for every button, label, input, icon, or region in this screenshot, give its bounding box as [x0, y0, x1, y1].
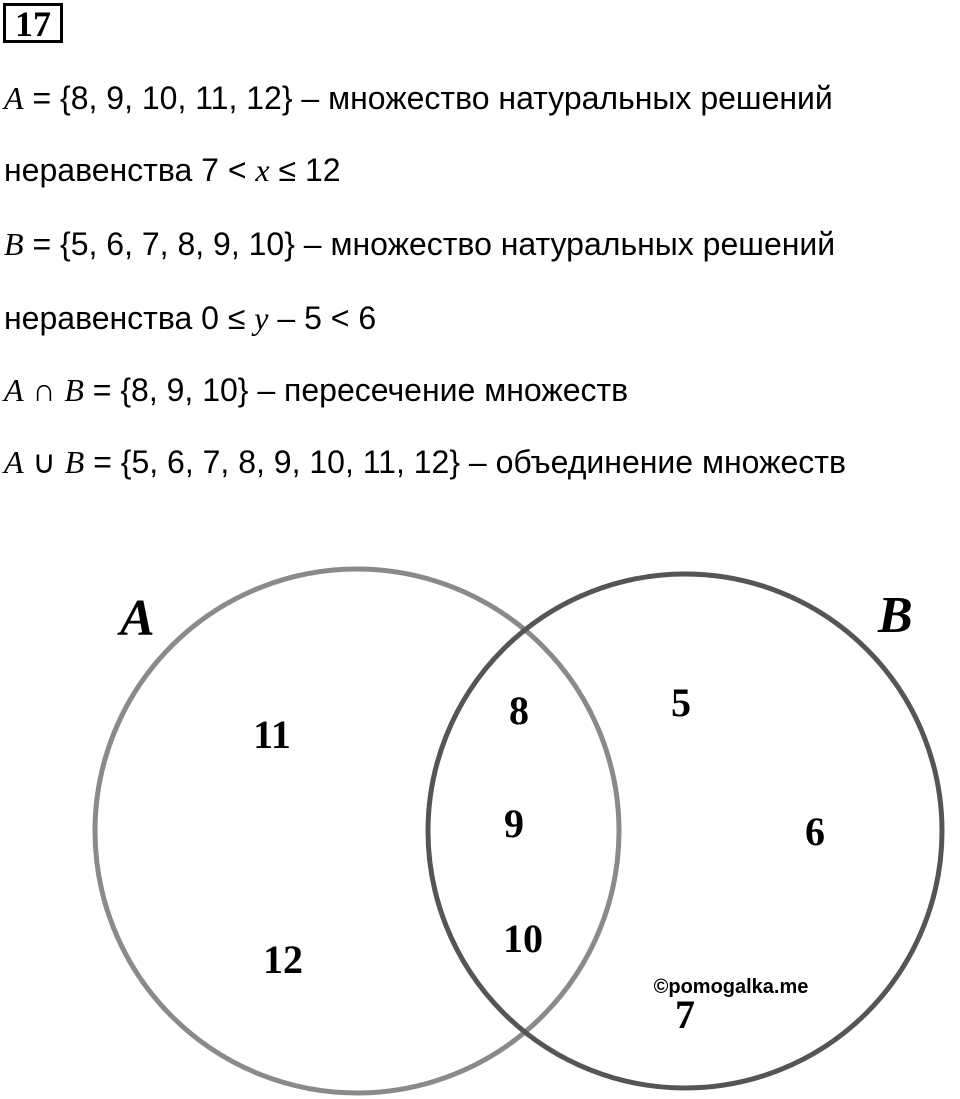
- venn-label-b: B: [878, 587, 913, 644]
- element-5: 5: [671, 680, 691, 725]
- venn-diagram: [0, 540, 960, 1099]
- circle-a: [95, 569, 619, 1093]
- variable-x: x: [255, 152, 270, 188]
- set-b-definition: [4, 224, 835, 264]
- variable-y: y: [254, 300, 269, 336]
- element-10: 10: [503, 916, 543, 961]
- intersection-line: [4, 370, 628, 410]
- inequality-a-suffix: ≤ 12: [269, 152, 341, 188]
- set-b-description: = {5, 6, 7, 8, 9, 10} – множество натуральных решений: [23, 226, 836, 262]
- union-operator: ∪: [23, 444, 65, 480]
- union-right-set: B: [64, 444, 85, 480]
- element-6: 6: [805, 809, 825, 854]
- set-a-symbol: A: [4, 80, 24, 116]
- element-7: 7: [675, 992, 695, 1037]
- intersection-operator: ∩: [23, 372, 65, 408]
- intersection-left-set: A: [4, 372, 24, 408]
- element-12: 12: [263, 937, 303, 982]
- inequality-b-suffix: – 5 < 6: [268, 300, 377, 336]
- union-line: [4, 442, 846, 482]
- element-8: 8: [509, 688, 529, 733]
- intersection-right-set: B: [64, 372, 84, 408]
- inequality-b-prefix: неравенства 0 ≤: [4, 300, 255, 336]
- set-b-symbol: B: [4, 226, 24, 262]
- element-9: 9: [504, 801, 524, 846]
- venn-label-a: A: [120, 590, 155, 647]
- watermark: ©pomogalka.me: [653, 976, 809, 998]
- set-a-inequality: [4, 150, 341, 190]
- set-a-definition: [4, 78, 833, 118]
- inequality-a-prefix: неравенства 7 <: [4, 152, 256, 188]
- element-11: 11: [253, 712, 291, 757]
- union-description: = {5, 6, 7, 8, 9, 10, 11, 12} – объединение множеств: [84, 444, 846, 480]
- set-b-inequality: [4, 298, 376, 338]
- intersection-description: = {8, 9, 10} – пересечение множеств: [83, 372, 629, 408]
- union-left-set: A: [4, 444, 24, 480]
- set-a-description: = {8, 9, 10, 11, 12} – множество натуральных решений: [23, 80, 833, 116]
- task-number: 17: [3, 3, 63, 43]
